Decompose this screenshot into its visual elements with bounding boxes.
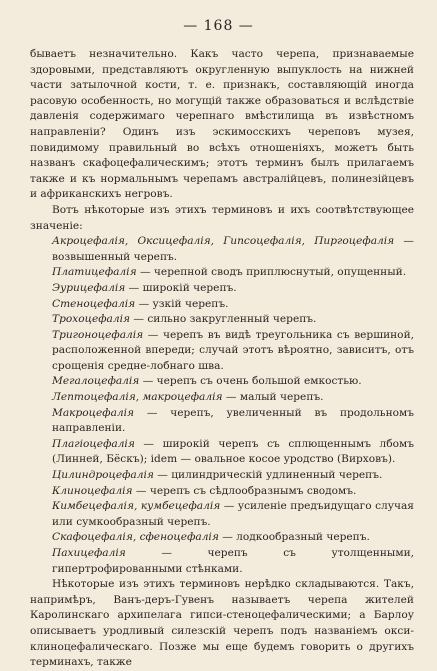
term-entry-2 <box>30 265 414 281</box>
term-name: Клиноцефалія <box>52 484 133 497</box>
term-entry-15 <box>30 546 414 577</box>
term-entry-6 <box>30 328 414 375</box>
term-entry-12 <box>30 484 414 500</box>
term-name: Лептоцефалія, макроцефалія <box>52 391 223 404</box>
term-description: — черепъ въ видѣ треугольника съ вершиной, расположенной впереди; случай этотъ вѣроятно, зависитъ, отъ срощенія средне-лобнаго шва. <box>52 328 414 372</box>
term-entry-1 <box>30 234 414 265</box>
term-description: — цилиндрическій удлиненный черепъ. <box>153 469 383 482</box>
page-body <box>30 47 414 671</box>
term-name: Цилиндроцефалія <box>52 469 154 482</box>
term-description: — лодкообразный черепъ. <box>218 531 370 544</box>
term-entry-14 <box>30 530 414 546</box>
term-name: Мегалоцефалія <box>52 375 140 388</box>
page-number: — 168 — <box>183 18 254 34</box>
term-entry-7 <box>30 374 414 390</box>
term-description: — широкій черепъ. <box>125 281 237 294</box>
term-name: Эурицефалія <box>52 281 126 294</box>
term-entry-13 <box>30 499 414 530</box>
paragraph-1: бываетъ незначительно. Какъ часто черепа, признаваемые здоровыми, представляютъ округленную выпуклость на нижней части затылочной кости, т. е. признакъ, составляющій иногда расовую особенность, но могущій также образоваться и вслѣдствіе давленія содержимаго черепнаго вмѣстилища въ извѣстномъ направленіи? Одинъ изъ эскимосскихъ череповъ музея, повидимому правильный во всѣхъ отношеніяхъ, можетъ быть названъ скафоцефалическимъ; этотъ терминъ былъ прилагаемъ также и къ нормальнымъ черепамъ австралійцевъ, полинезійцевъ и африканскихъ негровъ. <box>30 48 414 201</box>
term-entry-9 <box>30 406 414 437</box>
term-description: — черепъ, увеличенный въ продольномъ направленіи. <box>52 406 414 435</box>
term-description: — черепъ съ сѣдлообразнымъ сводомъ. <box>132 484 357 497</box>
term-description: — сильно закругленный черепъ. <box>130 313 317 326</box>
term-description: — малый черепъ. <box>222 391 324 404</box>
term-name: Платицефалія <box>52 266 137 279</box>
term-name: Тригоноцефалія <box>52 328 144 341</box>
term-entry-4 <box>30 297 414 313</box>
term-entry-8 <box>30 390 414 406</box>
term-name: Акроцефалія, Оксицефалія, Гипсоцефалія, Пиргоцефалія <box>52 235 395 248</box>
term-name: Скафоцефалія, сфеноцефалія <box>52 531 219 544</box>
term-entry-5 <box>30 312 414 328</box>
term-name: Кимбецефалія, кумбецефалія <box>52 500 221 513</box>
term-description: — возвышенный черепъ. <box>52 235 414 263</box>
term-name: Макроцефалія <box>52 406 135 419</box>
term-name: Пахицефалія <box>52 547 126 559</box>
term-description: — широкій черепъ съ сплющеннымъ лбомъ (Линней, Бёскъ); idem — овальное косое уродство (Вирховъ). <box>52 437 414 466</box>
paragraph-2: Вотъ нѣкоторые изъ этихъ терминовъ и ихъ соотвѣтствующее значеніе: <box>30 203 414 232</box>
term-name: Стеноцефалія <box>52 297 136 310</box>
term-description: — черепъ съ очень большой емкостью. <box>139 375 362 388</box>
term-entry-3 <box>30 281 414 297</box>
term-description: — черепной сводъ приплюснутый, опущенный. <box>136 266 407 279</box>
term-description: — черепъ съ утолщенными, гипертрофированными стѣнками. <box>52 547 414 575</box>
term-entry-11 <box>30 468 414 484</box>
term-name: Плагіоцефалія <box>52 437 135 450</box>
term-description: — усиленіе предъидущаго случая или сумкообразный черепъ. <box>52 500 414 528</box>
closing-paragraph: Нѣкоторые изъ этихъ терминовъ нерѣдко складываются. Такъ, напримѣръ, Ванъ-деръ-Гувенъ называетъ черепа жителей Каролинскаго архипелага гипси-стеноцефалическими; а Барлоу описываетъ уродливый силезскій черепъ подъ названіемъ окси-клиноцефалическаго. Позже мы еще будемъ говорить о другихъ терминахъ, также <box>30 578 414 669</box>
term-name: Трохоцефалія <box>52 313 130 326</box>
term-description: — узкій черепъ. <box>135 297 229 310</box>
term-entry-10 <box>30 437 414 468</box>
